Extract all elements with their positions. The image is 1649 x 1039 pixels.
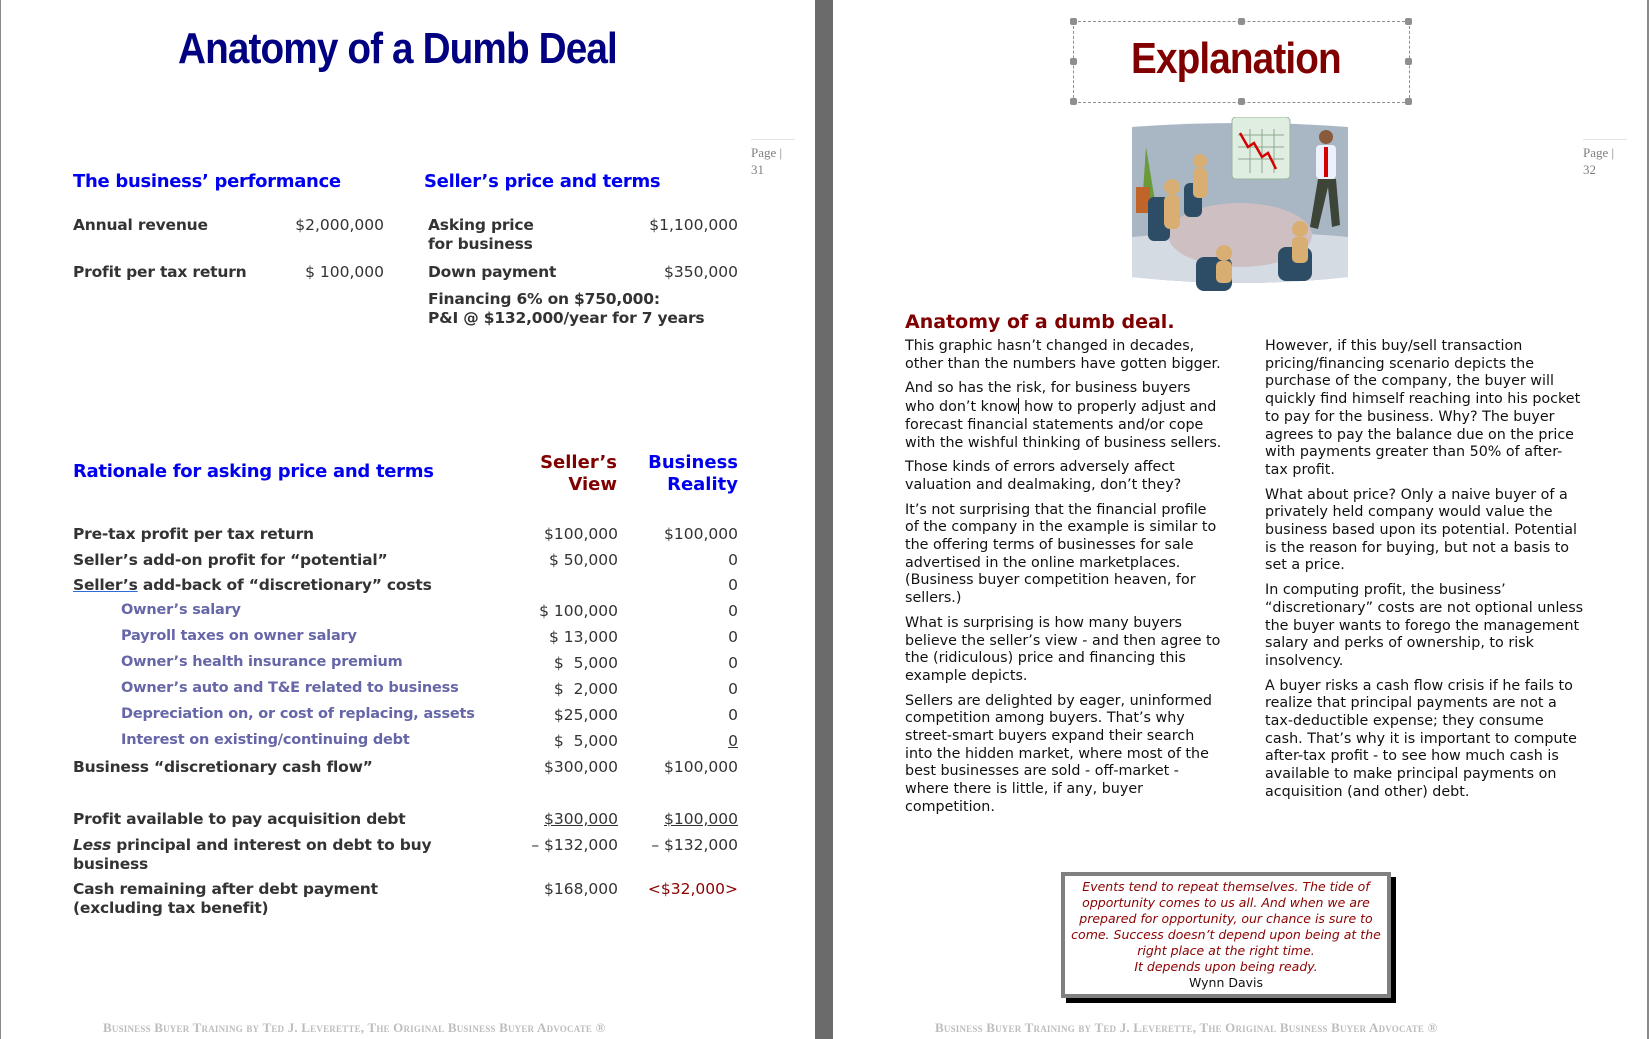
seller-value: $ 13,000 bbox=[548, 628, 618, 646]
reality-value: 0 bbox=[728, 576, 738, 594]
terms-heading: Seller’s price and terms bbox=[424, 171, 661, 192]
resize-handle[interactable] bbox=[1070, 18, 1077, 25]
page-gutter bbox=[815, 0, 833, 1039]
page-title[interactable]: Explanation bbox=[1131, 34, 1341, 83]
explanation-heading: Anatomy of a dumb deal. bbox=[905, 311, 1175, 333]
paragraph: What is surprising is how many buyers believe the seller’s view - and then agree to the (ridiculous) price and financing this example depicts. bbox=[905, 614, 1221, 684]
plant-pot bbox=[1136, 187, 1150, 213]
asking-price-label: Asking price for business bbox=[428, 216, 534, 253]
rationale-heading: Rationale for asking price and terms bbox=[73, 461, 434, 482]
table-row-label: Seller’s add-back of “discretionary” costs bbox=[73, 576, 432, 594]
seller-value: $300,000 bbox=[544, 758, 618, 776]
reality-value: <$32,000> bbox=[647, 880, 738, 898]
reality-value: 0 bbox=[728, 602, 738, 620]
meeting-clipart-image[interactable] bbox=[1128, 117, 1352, 297]
page-number: Page | 32 bbox=[1583, 139, 1627, 178]
page-footer: Business Buyer Training by Ted J. Leverette, The Original Business Buyer Advocate ® bbox=[103, 1020, 606, 1035]
cash-remaining-label: Cash remaining after debt payment (excluding tax benefit) bbox=[73, 880, 378, 917]
less-debt-label: Less principal and interest on debt to buy business bbox=[73, 836, 432, 873]
reality-value: – $132,000 bbox=[651, 836, 738, 854]
table-row-label: Payroll taxes on owner salary bbox=[121, 628, 357, 644]
paragraph: However, if this buy/sell transaction pricing/financing scenario depicts the purchase of the company, the buyer will quickly find himself reaching into his pocket to pay for the business. Why? The buyer agrees to pay the balance due on the price with payments greater than 50% of after-tax profit. bbox=[1265, 338, 1581, 478]
paragraph: What about price? Only a naive buyer of a privately held company would value the business based upon its potential. Potential is the reason for buying, but not a basis to set a price. bbox=[1265, 486, 1577, 574]
paragraph: This graphic hasn’t changed in decades, other than the numbers have gotten bigger. bbox=[905, 338, 1221, 372]
chart-board bbox=[1232, 117, 1290, 179]
resize-handle[interactable] bbox=[1238, 98, 1245, 105]
table-row-label: Owner’s auto and T&E related to business bbox=[121, 680, 459, 696]
reality-value: 0 bbox=[728, 732, 738, 750]
seller-value: $ 5,000 bbox=[553, 654, 618, 672]
table-row-label: Pre-tax profit per tax return bbox=[73, 525, 314, 543]
text-column-2[interactable] bbox=[1265, 338, 1585, 809]
reality-value: 0 bbox=[728, 654, 738, 672]
table-row-label: Owner’s health insurance premium bbox=[121, 654, 403, 670]
quote-box[interactable]: Events tend to repeat themselves. The tide of opportunity comes to us all. And when we are prepared for opportunity, our chance is sure to come. Success doesn’t depend upon being at the right place at the right time. It depends upon being ready. Wynn Davis bbox=[1061, 872, 1391, 998]
reality-value: 0 bbox=[728, 680, 738, 698]
seller-value: $ 5,000 bbox=[553, 732, 618, 750]
table-row-label: Depreciation on, or cost of replacing, assets bbox=[121, 706, 475, 722]
seller-value: – $132,000 bbox=[531, 836, 618, 854]
seller-value: $ 100,000 bbox=[539, 602, 618, 620]
business-reality-header: Business Reality bbox=[648, 452, 738, 495]
down-payment-label: Down payment bbox=[428, 263, 557, 281]
resize-handle[interactable] bbox=[1405, 98, 1412, 105]
table-row-label: Interest on existing/continuing debt bbox=[121, 732, 410, 748]
reality-value: 0 bbox=[728, 706, 738, 724]
reality-value: $100,000 bbox=[664, 525, 738, 543]
seller-value: $300,000 bbox=[544, 810, 618, 828]
seller-value: $ 2,000 bbox=[553, 680, 618, 698]
performance-heading: The business’ performance bbox=[73, 171, 341, 192]
profit-available-label: Profit available to pay acquisition debt bbox=[73, 810, 406, 828]
resize-handle[interactable] bbox=[1070, 98, 1077, 105]
seller-value: $25,000 bbox=[553, 706, 618, 724]
down-payment-value: $350,000 bbox=[664, 263, 738, 281]
seller-value: $168,000 bbox=[544, 880, 618, 898]
paragraph: It’s not surprising that the financial profile of the company in the example is similar to the offering terms of businesses for sale advertised in the online marketplaces. (Business buyer competition heaven, for sellers.) bbox=[905, 501, 1217, 607]
reality-value: $100,000 bbox=[664, 810, 738, 828]
paragraph: Sellers are delighted by eager, uninformed competition among buyers. That’s why street-smart buyers expand their search into the hidden market, where most of the best businesses are sold - off-market - where there is little, if any, buyer competition. bbox=[905, 692, 1212, 815]
paragraph: Those kinds of errors adversely affect valuation and dealmaking, don’t they? bbox=[905, 459, 1182, 493]
paragraph: In computing profit, the business’ “discretionary” costs are not optional unless the buyer wants to forego the management salary and perks of ownership, to risk insolvency. bbox=[1265, 582, 1584, 669]
seller-value: $100,000 bbox=[544, 525, 618, 543]
annual-revenue-value: $2,000,000 bbox=[295, 216, 384, 234]
resize-handle[interactable] bbox=[1405, 58, 1412, 65]
table-row-label: Business “discretionary cash flow” bbox=[73, 758, 373, 776]
seller-view-header: Seller’s View bbox=[540, 452, 617, 495]
asking-price-value: $1,100,000 bbox=[649, 216, 738, 234]
resize-handle[interactable] bbox=[1238, 18, 1245, 25]
resize-handle[interactable] bbox=[1405, 18, 1412, 25]
table-row-label: Seller’s add-on profit for “potential” bbox=[73, 551, 388, 569]
profit-value: $ 100,000 bbox=[305, 263, 384, 281]
paragraph: And so has the risk, for business buyers who don’t know how to properly adjust and forecast financial statements and/or cope with the wishful thinking of business sellers. bbox=[905, 380, 1222, 451]
profit-label: Profit per tax return bbox=[73, 263, 247, 281]
paragraph: A buyer risks a cash flow crisis if he fails to realize that principal payments are not a tax-deductible expense; they consume cash. That’s why it is important to compute after-tax profit - to see how much cash is available to make principal payments on acquisition (and other) debt. bbox=[1265, 677, 1577, 800]
financing-terms: Financing 6% on $750,000: P&I @ $132,000/year for 7 years bbox=[428, 290, 705, 327]
reality-value: $100,000 bbox=[664, 758, 738, 776]
page-number: Page | 31 bbox=[751, 139, 795, 178]
page-footer: Business Buyer Training by Ted J. Leverette, The Original Business Buyer Advocate ® bbox=[935, 1020, 1438, 1035]
page-31 bbox=[0, 0, 815, 1039]
text-column-1[interactable] bbox=[905, 338, 1223, 824]
reality-value: 0 bbox=[728, 628, 738, 646]
quote-author: Wynn Davis bbox=[1188, 975, 1264, 990]
title-textbox-selection[interactable] bbox=[1073, 21, 1410, 103]
seller-value: $ 50,000 bbox=[548, 551, 618, 569]
reality-value: 0 bbox=[728, 551, 738, 569]
resize-handle[interactable] bbox=[1070, 58, 1077, 65]
page-title: Anatomy of a Dumb Deal bbox=[178, 24, 617, 73]
table-row-label: Owner’s salary bbox=[121, 602, 241, 618]
annual-revenue-label: Annual revenue bbox=[73, 216, 208, 234]
